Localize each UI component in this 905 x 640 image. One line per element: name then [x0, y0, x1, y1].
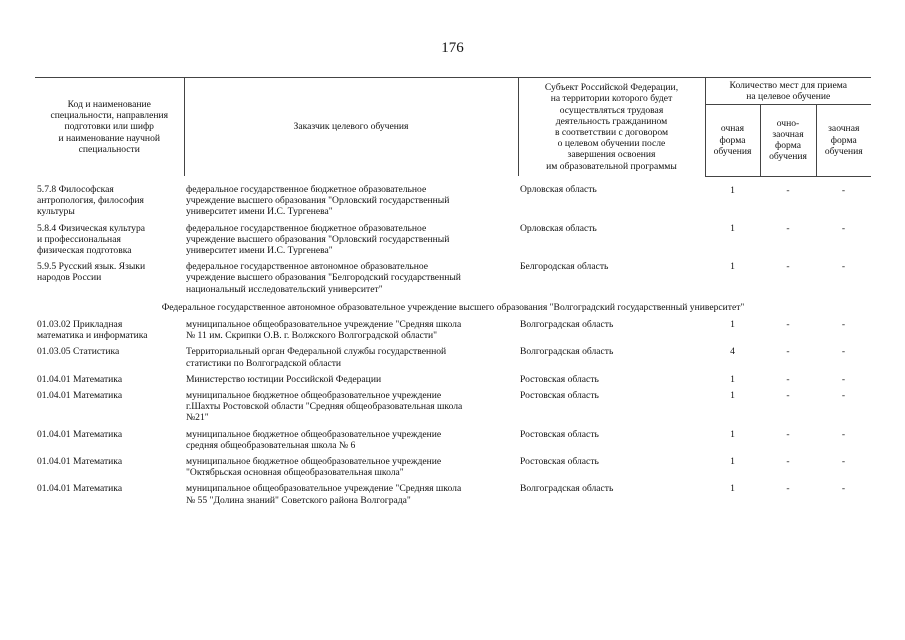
cell-region: Ростовская область — [520, 456, 599, 468]
header-places: Количество мест для приема на целевое обучение — [705, 78, 871, 105]
cell-extramural: - — [841, 184, 846, 196]
cell-code: 01.04.01 Математика — [37, 483, 123, 495]
cell-full-time: 1 — [730, 222, 735, 234]
table-row — [35, 319, 871, 346]
cell-part-time: - — [786, 222, 790, 234]
table-row — [35, 374, 871, 390]
cell-extramural: - — [841, 222, 846, 234]
cell-customer: Министерство юстиции Российской Федерации — [186, 373, 382, 385]
header-customer: Заказчик целевого обучения — [184, 78, 518, 177]
cell-code: 01.03.05 Статистика — [37, 346, 120, 358]
cell-region: Волгоградская область — [520, 346, 614, 358]
cell-full-time: 4 — [730, 346, 735, 358]
cell-region: Ростовская область — [520, 373, 599, 385]
cell-region: Ростовская область — [520, 428, 599, 440]
cell-part-time: - — [786, 346, 790, 358]
cell-full-time: 1 — [730, 456, 735, 468]
cell-full-time: 1 — [730, 184, 735, 196]
cell-region: Орловская область — [520, 184, 597, 195]
cell-part-time: - — [786, 428, 790, 440]
cell-part-time: - — [786, 319, 790, 331]
header-part-time: очно- заочная форма обучения — [760, 105, 816, 177]
cell-customer: муниципальное бюджетное общеобразовательное учреждение "Октябрьская основная общеобразовательная школа" — [186, 456, 442, 479]
cell-code: 01.04.01 Математика — [37, 428, 123, 440]
cell-code: 01.04.01 Математика — [37, 390, 123, 402]
cell-extramural: - — [841, 373, 846, 385]
cell-code: 5.9.5 Русский язык. Языки народов России — [37, 261, 146, 284]
cell-region: Волгоградская область — [520, 483, 614, 495]
cell-part-time: - — [786, 184, 790, 196]
table-row — [35, 429, 871, 456]
cell-extramural: - — [841, 261, 846, 273]
cell-region: Ростовская область — [520, 390, 599, 402]
header-subject: Субъект Российской Федерации, на территории которого будет осуществляться трудовая деятельность гражданином в соответствии с договором о целевом обучении после завершения освоения им образовательной программы — [518, 78, 705, 177]
cell-part-time: - — [786, 456, 790, 468]
table-row — [35, 483, 871, 510]
table-row — [35, 223, 871, 262]
cell-extramural: - — [841, 346, 846, 358]
cell-code: 01.03.02 Прикладная математика и информатика — [37, 319, 148, 342]
table-row — [35, 346, 871, 373]
org-heading-row — [35, 300, 871, 319]
table-row — [35, 390, 871, 429]
cell-customer: муниципальное общеобразовательное учреждение "Средняя школа № 55 "Долина знаний" Советского района Волгограда" — [186, 483, 462, 506]
cell-part-time: - — [786, 373, 790, 385]
header-extramural: заочная форма обучения — [816, 105, 871, 177]
cell-code: 5.7.8 Философская антропология, философия культуры — [37, 184, 144, 218]
cell-customer: федеральное государственное автономное образовательное учреждение высшего образования "Белгородский государственный национальный исследовательский университет" — [186, 261, 461, 295]
cell-extramural: - — [841, 428, 846, 440]
cell-part-time: - — [786, 261, 790, 273]
cell-customer: муниципальное бюджетное общеобразовательное учреждение г.Шахты Ростовской области "Средняя общеобразовательная школа №21" — [186, 390, 463, 424]
header-full-time: очная форма обучения — [705, 105, 760, 177]
cell-full-time: 1 — [730, 261, 735, 273]
page-number: 176 — [441, 40, 464, 56]
cell-customer: Территориальный орган Федеральной службы государственной статистики по Волгоградской области — [186, 346, 447, 369]
cell-customer: муниципальное общеобразовательное учреждение "Средняя школа № 11 им. Скрипки О.В. г. Волжского Волгоградской области" — [186, 319, 462, 342]
cell-full-time: 1 — [730, 483, 735, 495]
table-row — [35, 176, 871, 223]
cell-code: 01.04.01 Математика — [37, 456, 123, 468]
cell-part-time: - — [786, 390, 790, 402]
cell-customer: федеральное государственное бюджетное образовательное учреждение высшего образования "Орловский государственный университет имени И.С. Тургенева" — [186, 184, 450, 218]
cell-extramural: - — [841, 390, 846, 402]
cell-full-time: 1 — [730, 390, 735, 402]
table-row — [35, 261, 871, 300]
admission-table — [35, 77, 871, 511]
cell-full-time: 1 — [730, 428, 735, 440]
cell-part-time: - — [786, 483, 790, 495]
table-row — [35, 456, 871, 483]
cell-customer: муниципальное бюджетное общеобразовательное учреждение средняя общеобразовательная школа № 6 — [186, 428, 442, 451]
cell-region: Волгоградская область — [520, 319, 614, 331]
header-code: Код и наименование специальности, направления подготовки или шифр и наименование научной специальности — [35, 78, 184, 177]
org-heading: Федеральное государственное автономное образовательное учреждение высшего образования "Волгоградский государственный университет" — [161, 301, 745, 313]
cell-code: 5.8.4 Физическая культура и профессиональная физическая подготовка — [37, 222, 146, 257]
cell-extramural: - — [841, 319, 846, 331]
cell-region: Орловская область — [520, 222, 597, 234]
cell-full-time: 1 — [730, 319, 735, 331]
cell-customer: федеральное государственное бюджетное образовательное учреждение высшего образования "Орловский государственный университет имени И.С. Тургенева" — [186, 222, 450, 257]
cell-extramural: - — [841, 483, 846, 495]
cell-extramural: - — [841, 456, 846, 468]
cell-full-time: 1 — [730, 373, 735, 385]
cell-code: 01.04.01 Математика — [37, 373, 123, 385]
cell-region: Белгородская область — [520, 261, 609, 273]
